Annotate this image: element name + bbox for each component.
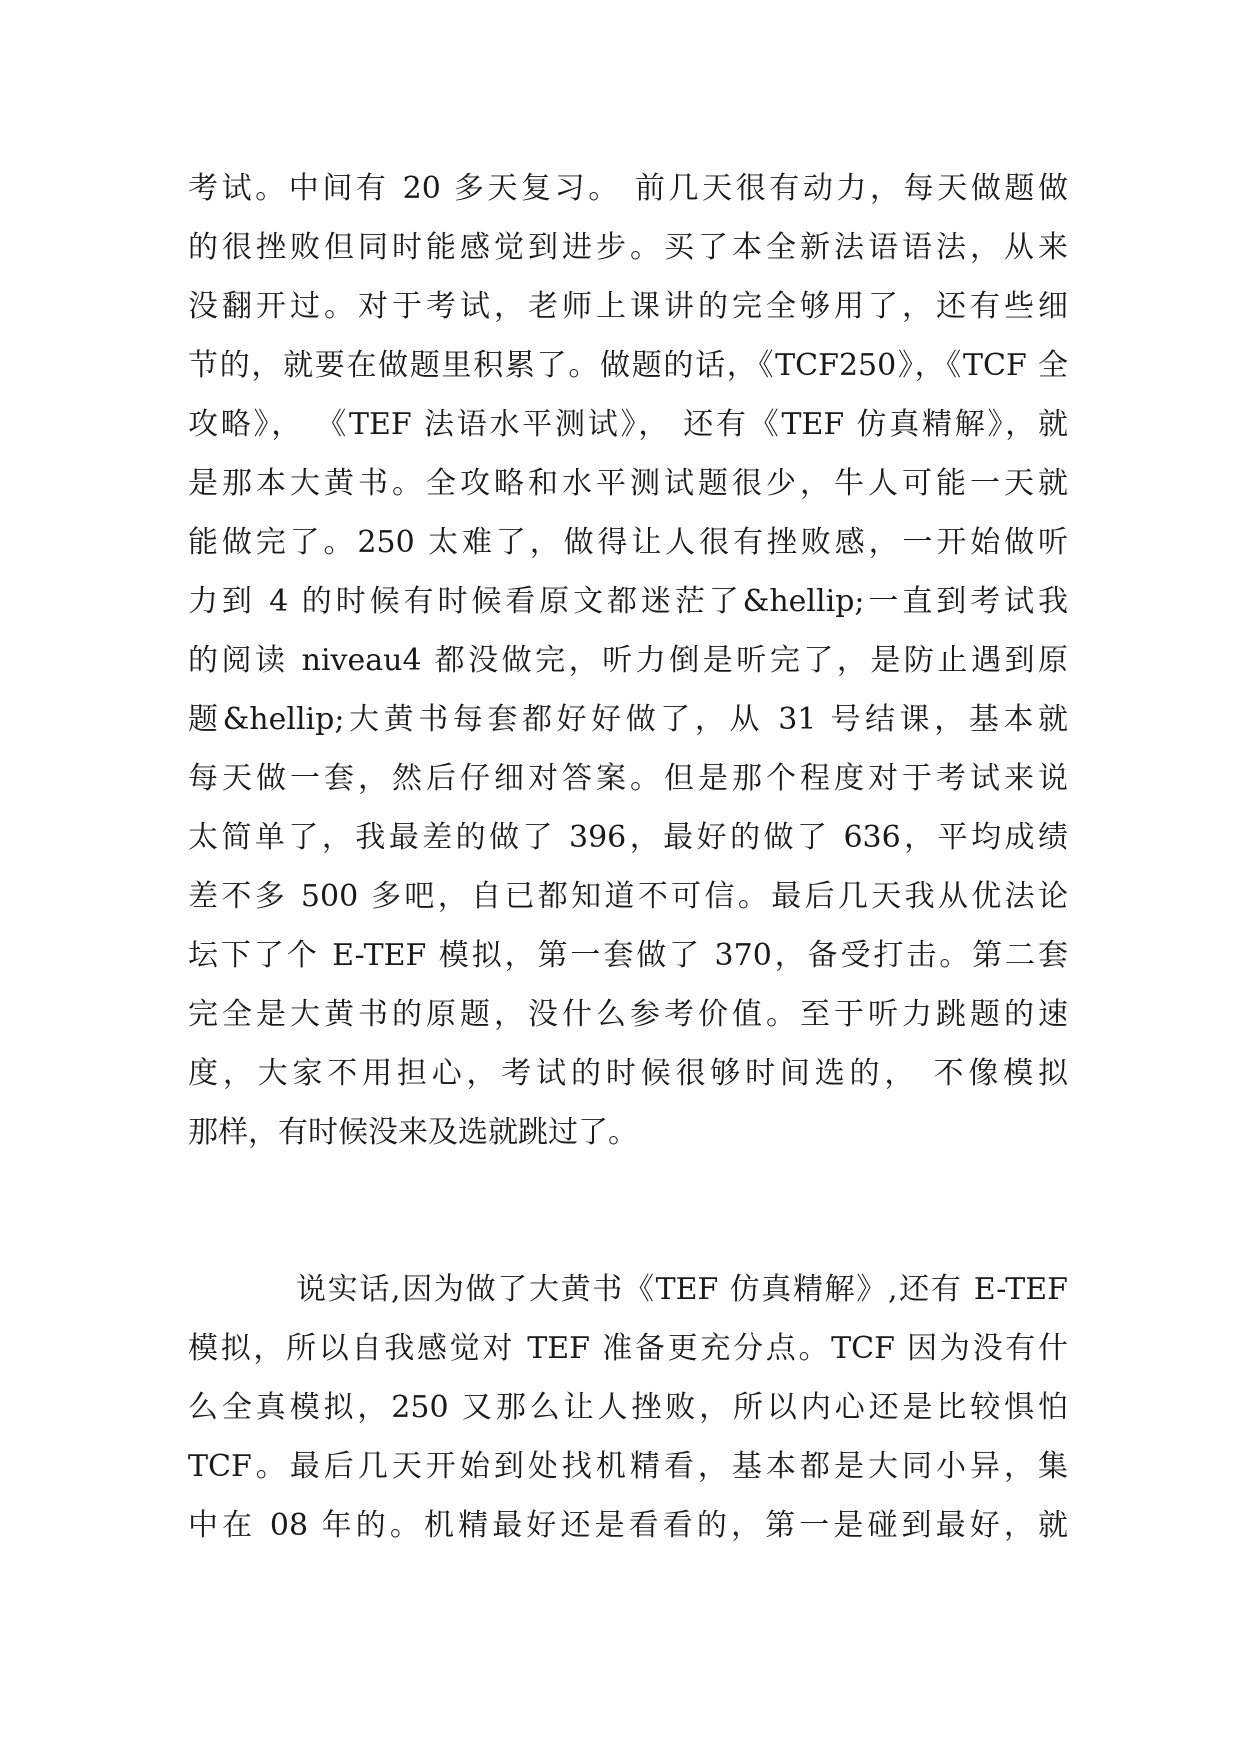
text-line: 中在 08 年的。机精最好还是看看的，第一是碰到最好，就 — [188, 1508, 1068, 1543]
text-line: 的阅读 niveau4 都没做完，听力倒是听完了，是防止遇到原 — [188, 643, 1068, 678]
text-line: 模拟，所以自我感觉对 TEF 准备更充分点。TCF 因为没有什 — [188, 1331, 1068, 1366]
text-line: 能做完了。250 太难了，做得让人很有挫败感，一开始做听 — [188, 525, 1068, 560]
text-line: 攻略》， 《TEF 法语水平测试》， 还有《TEF 仿真精解》，就 — [188, 407, 1068, 442]
text-line: 么全真模拟，250 又那么让人挫败，所以内心还是比较惧怕 — [188, 1390, 1068, 1425]
text-line: 说实话,因为做了大黄书《TEF 仿真精解》,还有 E-TEF — [296, 1272, 1068, 1307]
text-line: 每天做一套，然后仔细对答案。但是那个程度对于考试来说 — [188, 761, 1068, 796]
text-line: 太简单了，我最差的做了 396，最好的做了 636，平均成绩 — [188, 820, 1068, 855]
paragraph-tef-tcf-comparison — [188, 1260, 1068, 1555]
text-line: 力到 4 的时候有时候看原文都迷茫了&hellip;一直到考试我 — [188, 584, 1068, 619]
paragraph-exam-preparation — [188, 159, 1068, 1162]
text-line: 差不多 500 多吧，自已都知道不可信。最后几天我从优法论 — [188, 879, 1068, 914]
text-line: 那样，有时候没来及选就跳过了。 — [188, 1115, 638, 1150]
text-line: 度，大家不用担心，考试的时候很够时间选的， 不像模拟 — [188, 1056, 1068, 1091]
text-line: 完全是大黄书的原题，没什么参考价值。至于听力跳题的速 — [188, 997, 1068, 1032]
text-line: TCF。最后几天开始到处找机精看，基本都是大同小异，集 — [188, 1449, 1068, 1484]
text-line: 考试。中间有 20 多天复习。 前几天很有动力，每天做题做 — [188, 171, 1068, 206]
text-line: 是那本大黄书。全攻略和水平测试题很少，牛人可能一天就 — [188, 466, 1068, 501]
text-line: 题&hellip;大黄书每套都好好做了，从 31 号结课，基本就 — [188, 702, 1068, 737]
text-line: 节的，就要在做题里积累了。做题的话，《TCF250》，《TCF 全 — [188, 348, 1068, 383]
text-line: 坛下了个 E-TEF 模拟，第一套做了 370，备受打击。第二套 — [188, 938, 1068, 973]
text-line: 的很挫败但同时能感觉到进步。买了本全新法语语法，从来 — [188, 230, 1068, 265]
text-line: 没翻开过。对于考试，老师上课讲的完全够用了，还有些细 — [188, 289, 1068, 324]
